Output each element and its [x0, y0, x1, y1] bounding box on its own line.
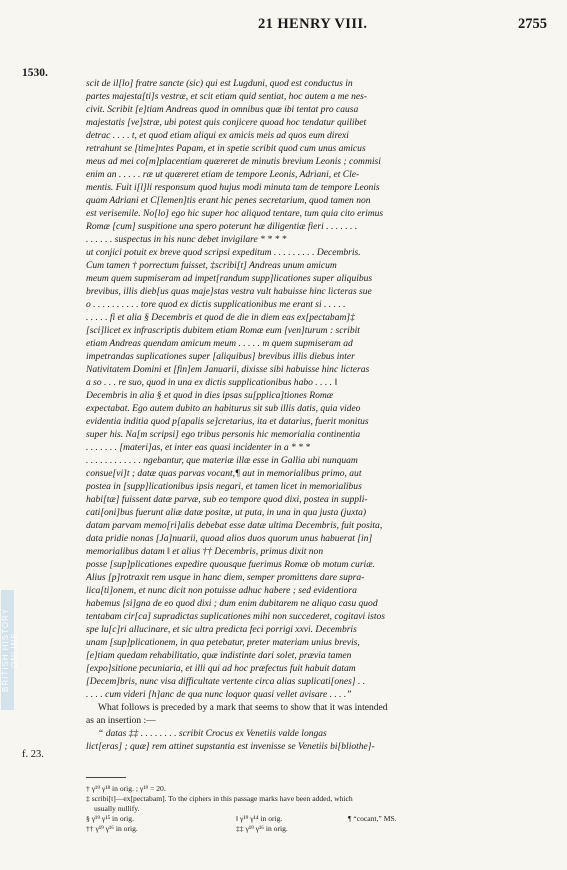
text-line: postea in [supp]licationibus ipsis negari, et tamen licet in memorialibus [86, 481, 362, 492]
text-line: Nativitatem Domini et [fin]em Januarii, dixisse sibi habuisse hinc licteras [86, 364, 370, 375]
footnote: ¶ “cocant,” MS. [348, 814, 397, 823]
text-line: consue[vi]t ; datæ quas parvas vocant,¶ aut in memorialibus primo, aut [86, 468, 362, 479]
text-line: partes majesta[ti]s vestræ, et scit etiam quid sentiat, hoc autem a me nes- [86, 91, 368, 102]
text-line: spe lu[c]ri allucinare, et sic ultra predicta feci porrigi xxvi. Decembris [86, 624, 357, 635]
footnote-divider [86, 777, 126, 778]
insertion-line: lict[eras] ; quæ] rem attinet supstantia est invenisse se Venetiis bi[bliothe]- [86, 741, 375, 752]
text-line: unam [sup]plicationem, in qua petebatur, preter materiam unius brevis, [86, 637, 360, 648]
text-line: expectabat. Ego autem dubito an habiturus sit sub illis datis, quia video [86, 403, 361, 414]
insertion-intro-line: as an insertion :— [86, 715, 156, 726]
footnote-continuation: usually nullify. [94, 804, 140, 813]
text-line: Decembris in alia § et quod in dies ipsas su[pplica]tiones Romæ [86, 390, 334, 401]
text-line: . . . . cum videri [h]anc de qua nunc loquor quasi vellet avisare . . . .” [86, 689, 352, 700]
text-line: scit de il[lo] fratre sancte (sic) qui est Lugduni, quod est conductus in [86, 78, 353, 89]
margin-folio: f. 23. [22, 749, 44, 760]
text-line: data pridie nonas [Ja]nuarii, quoad alios duos quorum unus habuerat [in] [86, 533, 373, 544]
footnote-row [86, 824, 532, 834]
text-line: mentis. Fuit i[l]li responsum quod hujus modi minuta tam de tempore Leonis [86, 182, 380, 193]
text-line: impetrandas suplicationes super [aliquibus] brevibus illis diebus inter [86, 351, 355, 362]
text-line: evidentia inditia quod p[apalis se]cretarius, ita et datarius, fuerit monitus [86, 416, 369, 427]
footnote: † γ¹⁹ γ¹⁸ in orig. ; γ¹⁹ = 20. [86, 784, 166, 793]
footnote: ‡ scribi[t]—ex[pectabam]. To the ciphers in this passage marks have been added, which [86, 794, 353, 803]
text-line: retrahunt se [time]ntes Papam, et in spetie scribit quod cum unus amicus [86, 143, 366, 154]
text-line: Cum tamen † porrectum fuisset, ‡scribi[t] Andreas unum amicum [86, 260, 337, 271]
text-line: . . . . . . suspectus in his nunc debet invigilare * * * * [86, 234, 287, 245]
text-line: . . . . . . . . . . . . ngebantur, que materiæ illæ esse in Gallia ubi nunquam [86, 455, 358, 466]
text-line: posse [sup]plicationes expedire quousque fuerimus Romæ ob motum curiæ. [86, 559, 375, 570]
text-line: datam parvam memo[ri]alis debebat esse datæ ultima Decembris, fuit posita, [86, 520, 383, 531]
text-line: cati[oni]bus fuerunt aliæ datæ positæ, ut puta, in una in qua justa (juxta) [86, 507, 367, 518]
text-line: etiam Andreas quendam amicum meum . . . . . m quem supmiseram ad [86, 338, 353, 349]
text-line: brevibus, illis dieb[us quas maje]stas vestra vult habuisse hinc licteras sue [86, 286, 372, 297]
text-line: habi[tæ] fuissent datæ parvæ, sub eo tempore quod dixi, postea in suppli- [86, 494, 368, 505]
insertion-intro-line: What follows is preceded by a mark that seems to show that it was intended [98, 702, 388, 713]
text-line: super his. Na[m scripsi] ego tribus personis hic memorialia continentia [86, 429, 361, 440]
text-line: memorialibus datam ‖ et alius †† Decembris, primus dixit non [86, 546, 324, 557]
text-line: est verisemile. No[lo] ego hic super hoc aliquod tentare, tum quia cito erimus [86, 208, 384, 219]
text-line: [sci]licet ex infrascriptis dubitem etiam Romæ eum [ven]turum : scribit [86, 325, 360, 336]
document-body [86, 77, 532, 753]
text-line: ut conjici potuit ex breve quod scripsi expeditum . . . . . . . . . Decembris. [86, 247, 361, 258]
text-line: Alius [p]rotraxit rem usque in hanc diem, semper promittens dare supra- [86, 572, 365, 583]
text-line: Romæ [cum] suspitione una spero poterunt hæ diligentiæ fieri . . . . . . . [86, 221, 358, 232]
text-line: meus ad mei co[m]placentiam quæreret de minutis brevium Leonis ; commisi [86, 156, 381, 167]
page-title: 21 HENRY VIII. [258, 16, 368, 32]
text-line: tentabam cir[ca] supradictas suplicationes mihi non succederet, cogitavi istos [86, 611, 386, 622]
text-line: quam Adriani et C[lemen]tis erant hic penes secretarium, quod tamen non [86, 195, 371, 206]
watermark-stamp: BRITISH HISTORY ONLINE [1, 590, 14, 710]
footnote: § γ¹⁹ γ¹⁵ in orig. [86, 814, 134, 823]
running-header [0, 16, 567, 36]
page-number: 2755 [518, 16, 547, 32]
text-line: [e]tiam quedam rehabilitatio, quæ indistinte dari solet, prævia tamen [86, 650, 352, 661]
footnote: ‡‡ γ¹⁹ γ¹⁶ in orig. [236, 824, 288, 833]
footnote: †† γ¹⁹ γ¹⁶ in orig. [86, 824, 138, 833]
text-line: [Decem]bris, nunc visa difficultate vertente circa alias suplicati[ones] . . [86, 676, 366, 687]
text-line: detrac . . . . t, et quod etiam aliqui ex amicis meis ad quos eum direxi [86, 130, 349, 141]
text-line: a so . . . re suo, quod in una ex dictis supplicationibus habo . . . . ‖ [86, 377, 338, 388]
text-line: civit. Scribit [e]tiam Andreas quod in omnibus quæ ibi tentat pro causa [86, 104, 359, 115]
text-line: lica[ti]onem, et nunc dicit non potuisse adhuc habere ; sed evidentiora [86, 585, 357, 596]
text-line: enim an . . . . . ræ ut quæreret etiam de tempore Leonis, Adriani, et Cle- [86, 169, 360, 180]
footnotes [86, 784, 532, 834]
footnote-row [86, 814, 532, 824]
text-line: [expo]sitione pecuniaria, et illi qui ad hoc præfectus fuit habuit datam [86, 663, 356, 674]
margin-year: 1530. [22, 67, 48, 79]
text-line: habemus [si]gna de eo quod dixi ; dum enim dubitarem ne aliquo casu quod [86, 598, 378, 609]
footnote: ‖ γ¹⁹ γ¹⁴ in orig. [236, 814, 283, 823]
text-line: meum quem supmiseram ad impet[randum supp]licationes super aliquibus [86, 273, 373, 284]
text-line: . . . . . . . [materi]as, et inter eas quasi incidenter in a * * * [86, 442, 311, 453]
text-line: majestatis [ve]stræ, ubi potest quis conjicere quoad hoc tendatur quilibet [86, 117, 367, 128]
insertion-line: “ datas ‡‡ . . . . . . . . scribit Crocus ex Venetiis valde longas [98, 728, 327, 739]
text-line: o . . . . . . . . . . tore quod ex dictis supplicationibus me erant si . . . . . [86, 299, 346, 310]
text-line: . . . . . fi et alia § Decembris et quod de die in diem eas ex[pectabam]‡ [86, 312, 355, 323]
